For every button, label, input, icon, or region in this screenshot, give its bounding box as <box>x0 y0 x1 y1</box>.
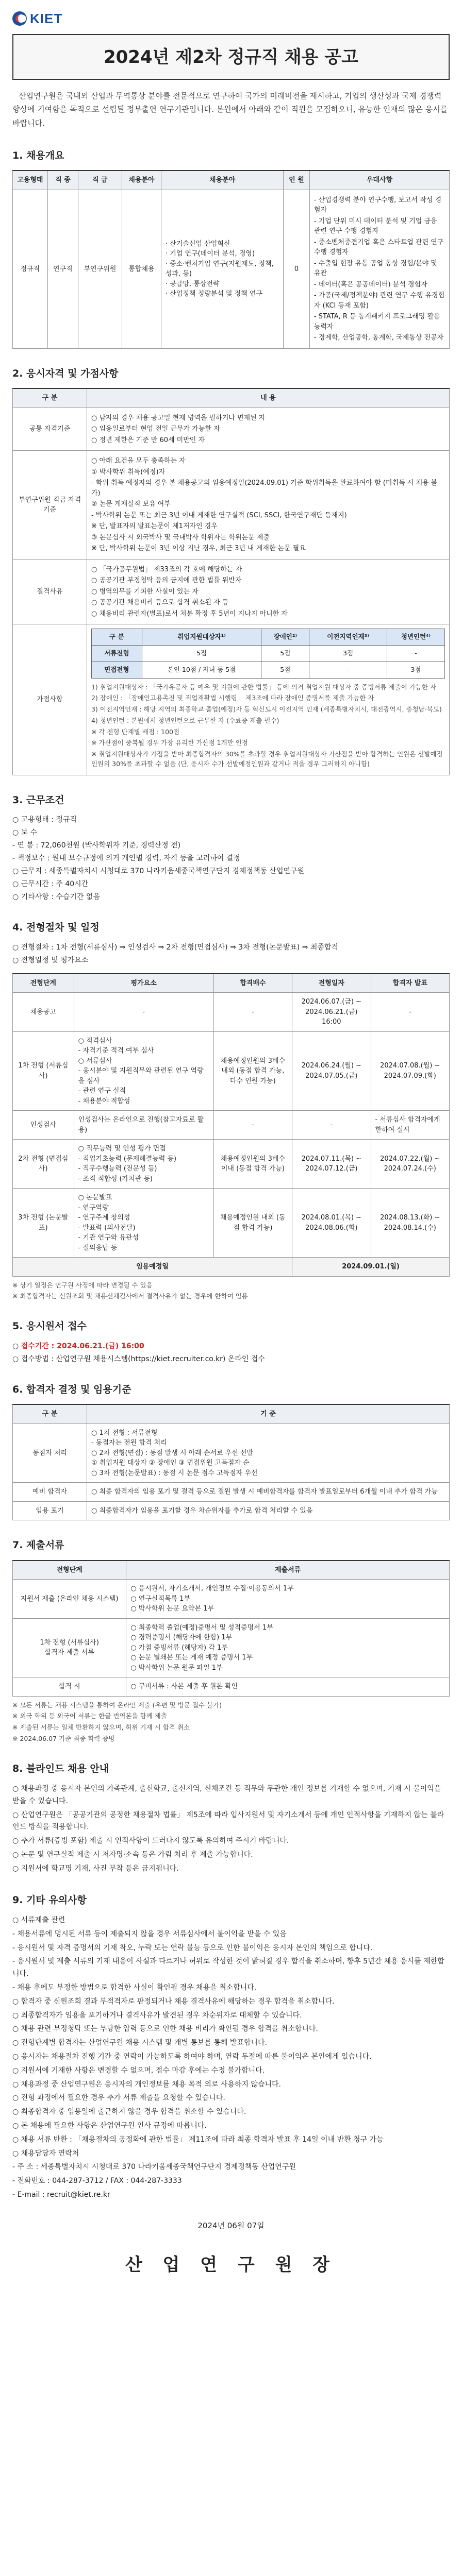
table-row <box>13 624 450 775</box>
table-cell: ○ 직무능력 및 인성 평가 면접 - 직업기초능력 (문제해결능력 등) - 직무수행능력 (전문성 등) - 조직 적합성 (가치관 등) <box>74 1140 213 1189</box>
table-cell: - <box>309 662 387 678</box>
section-3-heading: 3. 근무조건 <box>12 794 64 806</box>
note-text: 3) 이전지역인재 : 해당 지역의 최종학교 졸업(예정)자 등 혁신도시 이전지역 인재 (세종특별자치시, 대전광역시, 충청남·북도) <box>91 705 442 713</box>
table-cell: 정규직 <box>13 190 48 348</box>
list-item: ※ 단, 박사학위 논문이 3년 이상 지난 경우, 최근 3년 내 게재한 논문 필요 <box>91 545 306 553</box>
list-item: - 중소벤처중견기업 혹은 스타트업 관련 연구수행 경험자 <box>314 238 444 257</box>
list-item: ○ 공공기관 채용비리 등으로 합격 취소된 자 등 <box>91 599 229 607</box>
list-item: ○ 남자의 경우 채용 공고일 현재 병역을 필하거나 면제된 자 <box>91 414 266 422</box>
table-header: 기 준 <box>87 1404 449 1423</box>
table-cell: 3점 <box>387 662 444 678</box>
table-cell <box>87 408 449 451</box>
table-cell: ○ 최종합격자가 임용을 포기할 경우 차순위자를 추가로 합격 처리할 수 있음 <box>87 1501 449 1520</box>
note-line: ※ 2024.06.07 기준 최종 학력 증빙 <box>12 1734 115 1742</box>
documents-table <box>12 1560 450 1697</box>
table-cell: 1차 전형 (서류심사) <box>13 1031 74 1111</box>
schedule-notes <box>12 1281 450 1302</box>
table-row <box>13 408 450 451</box>
list-item: ○ 보 수 <box>12 828 38 837</box>
decision-table <box>12 1404 450 1520</box>
table-cell: 채용공고 <box>13 993 74 1032</box>
blind-recruitment-info <box>12 1783 450 1875</box>
table-cell: 2024.06.07.(금) ~ 2024.06.21.(금) 16:00 <box>292 993 371 1032</box>
table-cell: 임용예정일 <box>13 1258 292 1277</box>
list-item: ○ 기타사항 : 수습기간 없음 <box>12 893 100 901</box>
table-cell: 3차 전형 (논문발표) <box>13 1189 74 1258</box>
table-cell: 본인 10점 / 자녀 등 5점 <box>142 662 261 678</box>
row-label: 1차 전형 (서류심사) 합격자 제출 서류 <box>13 1618 126 1677</box>
list-item: - 응시원서 및 제출 서류의 기재 내용이 사실과 다르거나 허위로 작성한 것이 밝혀질 경우 합격을 취소하며, 향후 5년간 채용 응시를 제한합니다. <box>12 1957 444 1978</box>
note-line: ※ 가산점이 중복될 경우 가장 유리한 가산점 1개만 인정 <box>91 739 248 747</box>
list-item: ○ 채용비리 관련자(별표)로서 처분 확정 후 5년이 지나지 아니한 자 <box>91 609 288 618</box>
list-item: ○ 서류제출 관련 <box>12 1916 65 1925</box>
table-row <box>13 993 450 1032</box>
table-cell <box>87 559 449 624</box>
note-line <box>91 705 445 715</box>
list-item: ○ 본 채용에 필요한 사항은 산업연구원 인사 규정에 따릅니다. <box>12 2122 207 2130</box>
table-cell: 2024.09.01.(일) <box>292 1258 450 1277</box>
table-cell: 부연구위원 <box>78 190 122 348</box>
list-item: ○ 전형일정 및 평가요소 <box>12 956 89 964</box>
table-cell: 2차 전형 (면접심사) <box>13 1140 74 1189</box>
row-label: 합격 시 <box>13 1677 126 1697</box>
list-item: ○ 전형 과정에서 필요한 경우 추가 서류 제출을 요청할 수 있습니다. <box>12 2094 225 2103</box>
list-item: ① 박사학위 취득(예정)자 <box>91 468 166 476</box>
table-cell <box>87 624 449 775</box>
note-line: ※ 외국 학위 등 외국어 서류는 한글 번역본을 함께 제출 <box>12 1712 167 1720</box>
intro-paragraph: 산업연구원은 국내외 산업과 무역통상 분야를 전문적으로 연구하여 국가의 미래비전을 제시하고, 기업의 생산성과 국제 경쟁력 향상에 기여함을 목적으로 설립된 정부출연 연구기관입니다. 본원에서 아래와 같이 직원을 모집하오니, 유능한 인재의 많은 응시를 바랍니다. <box>12 91 448 128</box>
section-5-heading: 5. 응시원서 접수 <box>12 1320 87 1332</box>
table-cell: ○ 최종 합격자의 임용 포기 및 결격 등으로 결원 발생 시 예비합격자를 합격자 발표일로부터 6개월 이내 추가 합격 가능 <box>87 1483 449 1502</box>
documents-notes <box>12 1701 450 1744</box>
note-line: ※ 상기 일정은 연구원 사정에 따라 변경될 수 있음 <box>12 1281 153 1289</box>
table-row <box>13 1111 450 1140</box>
table-row <box>13 1140 450 1189</box>
application-period-label: 접수기간 : <box>21 1342 57 1350</box>
table-cell: 2024.07.22.(월) ~ 2024.07.24.(수) <box>371 1140 449 1189</box>
table-cell: 5점 <box>261 662 309 678</box>
note-line: 4) 청년인턴 : 본원에서 청년인턴으로 근무한 자 (수료증 제출 필수) <box>91 716 279 724</box>
section-2-heading: 2. 응시자격 및 가점사항 <box>12 367 119 379</box>
table-header: 전형단계 <box>13 1561 126 1580</box>
table-row <box>13 1483 450 1502</box>
list-item: ○ 채용 관련 부정청탁 또는 부당한 압력 등으로 인한 채용 비리가 확인될 경우 합격을 취소합니다. <box>12 2025 318 2033</box>
table-row <box>13 451 450 560</box>
list-item: - STATA, R 등 통계패키지 프로그래밍 활용 능력자 <box>314 313 440 331</box>
table-row <box>91 646 444 662</box>
table-cell: 서류전형 <box>91 646 142 662</box>
process-flow <box>12 942 450 966</box>
list-item: ○ 접수기간 : 2024.06.21.(금) 16:00 <box>12 1342 144 1350</box>
table-cell: 2024.06.24.(월) ~ 2024.07.05.(금) <box>292 1031 371 1111</box>
qualification-table <box>12 388 450 775</box>
table-header: 인 원 <box>284 171 310 190</box>
application-info <box>12 1341 450 1365</box>
list-item: - 가공(국제/정책분야) 관련 연구 수행 유경험자 (KCI 등재 포함) <box>314 292 445 310</box>
table-cell: 2024.07.08.(월) ~ 2024.07.09.(화) <box>371 1031 449 1111</box>
table-row <box>13 1031 450 1111</box>
list-item: ③ 논문심사 시 외국박사 및 국내박사 학위자는 학위논문 제출 <box>91 533 270 541</box>
list-item: ○ 임용일로부터 현업 전일 근무가 가능한 자 <box>91 425 220 433</box>
list-item: ○ 근무지 : 세종특별자치시 시청대로 370 나라키움세종국책연구단지 경제정책동 산업연구원 <box>12 867 305 875</box>
table-cell: 면접전형 <box>91 662 142 678</box>
table-cell: - 서류심사 합격자에게 한하여 실시 <box>371 1111 449 1140</box>
list-item: ○ 응시자는 채용절차 진행 기간 중 연락이 가능하도록 하여야 하며, 연락 두절에 따른 불이익은 본인에게 있습니다. <box>12 2053 372 2061</box>
list-item: ○ 산업연구원은 「공공기관의 공정한 채용절차 법률」 제5조에 따라 입사지원서 및 자기소개서 등에 개인 인적사항을 기재하지 않는 블라인드 방식을 적용합니다. <box>12 1810 444 1832</box>
note-line: 1) 취업지원대상자 : 「국가유공자 등 예우 및 지원에 관한 법률」 등에 의거 취업지원 대상자 중 증빙서류 제출이 가능한 자 <box>91 683 436 691</box>
table-header: 취업지원대상자¹⁾ <box>142 629 261 646</box>
table-row <box>13 1580 450 1619</box>
table-row <box>13 1501 450 1520</box>
row-label: 예비 합격자 <box>13 1483 87 1502</box>
section-9-heading: 9. 기타 유의사항 <box>12 1894 87 1906</box>
table-header: 구 분 <box>91 629 142 646</box>
list-item: ○ 추가 서류(증빙 포함) 제출 시 인적사항이 드러나지 않도록 유의하여 주시기 바랍니다. <box>12 1837 289 1845</box>
section-7-heading: 7. 제출서류 <box>12 1539 64 1551</box>
table-cell <box>87 451 449 560</box>
table-header: 채용분야 <box>161 171 283 190</box>
bonus-notes <box>91 683 445 769</box>
row-label: 가점사항 <box>13 624 87 775</box>
table-cell: 인성검사는 온라인으로 진행(참고자료로 활용) <box>74 1111 213 1140</box>
list-item: ○ 최종합격자 중 임용일에 출근하지 않을 경우 합격을 취소할 수 있습니다. <box>12 2108 246 2116</box>
page-title: 2024년 제2차 정규직 채용 공고 <box>12 34 450 80</box>
table-cell: · 산기술신업 산업혁신 · 기업 연구(데이터 분석, 경영) · 중소·벤처기업 연구(지원제도, 정책, 성과, 등) · 공급망, 통상전략 · 산업정책 정량분석 및 정책 연구 <box>161 190 283 348</box>
list-item: - 채용 후에도 부정한 방법으로 합격한 사실이 확인될 경우 채용을 취소합니다. <box>12 1984 257 1992</box>
table-header: 이전지역인재³⁾ <box>309 629 387 646</box>
table-header: 합격배수 <box>213 974 292 993</box>
table-cell: - <box>213 993 292 1032</box>
section-4-heading: 4. 전형절차 및 일정 <box>12 922 100 933</box>
list-item: - 산업경쟁력 분야 연구수행, 보고서 작성 경험자 <box>314 196 442 214</box>
table-row <box>13 1189 450 1258</box>
list-item: ○ 채용과정 중 응시자 본인의 가족관계, 출신학교, 출신지역, 신체조건 등 직무와 무관한 개인 정보를 기재할 수 없으며, 기재 시 불이익을 받을 수 있습니다. <box>12 1785 441 1805</box>
table-header: 전형일자 <box>292 974 371 993</box>
section-8-heading: 8. 블라인드 채용 안내 <box>12 1762 109 1774</box>
table-row <box>91 662 444 678</box>
note-line: ※ 각 전형 단계별 배점 : 100점 <box>91 727 180 736</box>
preference-cell <box>309 190 449 348</box>
note-line: ※ 최종합격자는 신원조회 및 채용신체검사에서 결격사유가 없는 경우에 한하여 임용 <box>12 1292 248 1300</box>
table-header: 청년인턴⁴⁾ <box>387 629 444 646</box>
table-header: 고용형태 <box>13 171 48 190</box>
table-cell: 채용예정인원의 3배수 내외 (동점 합격 가능, 다수 인원 가능) <box>213 1031 292 1111</box>
row-label: 부연구위원 직급 자격기준 <box>13 451 87 560</box>
table-header: 제출서류 <box>126 1561 450 1580</box>
list-item: ○ 전형단계별 합격자는 산업연구원 채용 시스템 및 개별 통보를 통해 발표합니다. <box>12 2039 267 2047</box>
row-label: 지원서 제출 (온라인 채용 시스템) <box>13 1580 126 1619</box>
list-item: - 데이터(혹은 공공데이터) 분석 경험자 <box>314 280 427 289</box>
table-cell: ○ 논문발표 - 연구역량 - 연구주제 창의성 - 발표력 (의사전달) - 기관 연구와 유관성 - 질의응답 등 <box>74 1189 213 1258</box>
note-line: ※ 취업지원대상자가 가점을 받아 최종합격자의 30%를 초과할 경우 취업지원대상자 가산점을 받아 합격하는 인원은 선발예정인원의 30%를 초과할 수 없음 (단, 응시자 수가 선발예정인원과 같거나 적을 경우 그러하지 아니함) <box>91 750 443 768</box>
work-conditions <box>12 815 450 903</box>
table-row <box>13 559 450 624</box>
list-item: - 전화번호 : 044-287-3712 / FAX : 044-287-3333 <box>12 2177 182 2185</box>
note-line: ※ 모든 서류는 채용 시스템을 통하여 온라인 제출 (우편 및 방문 접수 불가) <box>12 1701 222 1709</box>
table-cell: 5점 <box>142 646 261 662</box>
list-item: ○ 아래 요건을 모두 충족하는 자 <box>91 457 186 465</box>
table-cell: ○ 적격심사 - 자격기준 적격 여부 심사 ○ 서류심사 - 응시분야 및 지원직무와 관련된 연구 역량을 심사 - 관련 연구 실적 - 채용분야 적합성 <box>74 1031 213 1111</box>
list-item: ※ 단, 발표자의 발표논문이 제1저자인 경우 <box>91 522 218 531</box>
table-row <box>13 1423 450 1483</box>
table-cell: - <box>74 993 213 1032</box>
row-label: 임용 포기 <box>13 1501 87 1520</box>
list-item: ○ 채용 서류 반환 : 「채용절차의 공정화에 관한 법률」 제11조에 따라 최종 합격자 발표 후 14일 이내 반환 청구 가능 <box>12 2135 384 2144</box>
list-item: - 응시원서 및 자격 증명서의 기재 착오, 누락 또는 연락 불능 등으로 인한 불이익은 응시자 본인의 책임으로 합니다. <box>12 1943 373 1952</box>
list-item: ○ 합격자 중 신원조회 결과 부적격자로 판정되거나 채용 결격사유에 해당하는 경우 합격을 취소합니다. <box>12 1997 335 2006</box>
list-item: - 경제학, 산업공학, 통계학, 국제통상 전공자 <box>314 334 444 342</box>
table-header: 장애인²⁾ <box>261 629 309 646</box>
table-cell: 2024.07.11.(목) ~ 2024.07.12.(금) <box>292 1140 371 1189</box>
list-item: ○ 전형절차 : 1차 전형(서류심사) ⇒ 인성검사 ⇒ 2차 전형(면접심사) ⇒ 3차 전형(논문발표) ⇒ 최종합격 <box>12 943 338 952</box>
list-item: - 연 봉 : 72,060천원 (박사학위자 기준, 경력산정 전) <box>12 841 181 850</box>
table-header: 전형단계 <box>13 974 74 993</box>
overview-table <box>12 170 450 349</box>
bonus-table <box>91 629 445 678</box>
table-cell: ○ 1차 전형 : 서류전형 - 동점자는 전원 합격 처리 ○ 2차 전형(면접) : 동점 발생 시 아래 순서로 우선 선발 ① 취업지원 대상자 ② 장애인 ③ 면접위원 고득점자 순 ○ 3차 전형(논문발표) : 동점 시 논문 점수 고득점자 우선 <box>87 1423 449 1483</box>
table-row <box>13 1677 450 1697</box>
table-cell: ○ 응시원서, 자기소개서, 개인정보 수집·이용동의서 1부 ○ 연구실적목록 1부 ○ 박사학위 논문 요약본 1부 <box>126 1580 450 1619</box>
list-item: ○ 지원서에 학교명 기재, 사진 부착 등은 금지됩니다. <box>12 1864 179 1873</box>
section-6-heading: 6. 합격자 결정 및 임용기준 <box>12 1383 131 1395</box>
table-cell: 0 <box>284 190 310 348</box>
table-header: 평가요소 <box>74 974 213 993</box>
table-header: 직 종 <box>47 171 78 190</box>
row-label: 동점자 처리 <box>13 1423 87 1483</box>
table-cell: ○ 구비서류 : 사본 제출 후 원본 확인 <box>126 1677 450 1697</box>
other-notices <box>12 1914 450 2201</box>
table-cell: 5점 <box>261 646 309 662</box>
list-item: ○ 고용형태 : 정규직 <box>12 816 77 824</box>
list-item[interactable]: - E-mail : recruit@kiet.re.kr <box>12 2191 110 2199</box>
table-cell: 연구직 <box>47 190 78 348</box>
list-item[interactable]: ○ 접수방법 : 산업연구원 채용시스템(https://kiet.recruiter.co.kr) 온라인 접수 <box>12 1354 265 1363</box>
list-item: ○ 채용담당자 연락처 <box>12 2149 79 2158</box>
table-header: 채용분야 <box>122 171 161 190</box>
table-cell: 채용예정인원 내외 (동점 합격 가능) <box>213 1189 292 1258</box>
list-item: ○ 채용과정 중 산업연구원은 응시자의 개인정보를 채용 목적 외로 사용하지 않습니다. <box>12 2080 281 2089</box>
list-item: - 박사학위 논문 또는 최근 3년 이내 게재한 연구실적 (SCI, SSCI, 한국연구재단 등재지) <box>91 511 347 519</box>
note-line: 2) 장애인 : 「장애인고용촉진 및 직업재활법 시행령」 제3조에 따라 장애인 증명서를 제출 가능한 자 <box>91 694 374 702</box>
list-item: - 기업 단위 미시 데이터 분석 및 기업 금융 관련 연구 수행 경험자 <box>314 217 437 235</box>
list-item: - 학위 취득 예정자의 경우 본 채용공고의 임용예정일(2024.09.01) 기준 학위취득을 완료하여야 함 (미취득 시 채용 불가) <box>91 479 438 497</box>
application-period: 2024.06.21.(금) 16:00 <box>57 1342 144 1350</box>
table-cell: - <box>292 1111 371 1140</box>
table-cell: - <box>371 993 449 1032</box>
table-cell: - <box>387 646 444 662</box>
section-1-heading: 1. 채용개요 <box>12 149 64 161</box>
list-item: ○ 지원서에 기재한 사항은 변경할 수 없으며, 접수 마감 후에는 수정 불가합니다. <box>12 2066 265 2075</box>
table-header: 구 분 <box>13 388 87 408</box>
kiet-logo-icon <box>12 11 27 26</box>
list-item: ○ 「국가공무원법」 제33조의 각 호에 해당하는 자 <box>91 565 242 573</box>
list-item: - 채용서류에 명시된 서류 등이 제출되지 않을 경우 서류심사에서 불이익을 받을 수 있음 <box>12 1929 287 1938</box>
list-item: ② 논문 게재실적 보유 여부 <box>91 500 171 509</box>
table-row <box>13 1258 450 1277</box>
table-cell: 인성검사 <box>13 1111 74 1140</box>
table-header: 내 용 <box>87 388 449 408</box>
logo-text: KIET <box>30 10 63 26</box>
table-cell: - <box>213 1111 292 1140</box>
list-item: ○ 논문 및 연구실적 제출 시 저자명·소속 등은 가림 처리 후 제출 가능합니다. <box>12 1850 253 1859</box>
table-row <box>13 1618 450 1677</box>
schedule-table <box>12 973 450 1277</box>
table-header: 합격자 발표 <box>371 974 449 993</box>
list-item: - 주 소 : 세종특별자치시 시청대로 370 나라키움세종국책연구단지 경제정책동 산업연구원 <box>12 2163 296 2172</box>
list-item: ○ 병역의무를 기피한 사실이 있는 자 <box>91 587 199 596</box>
table-cell: ○ 최종학력 졸업(예정)증명서 및 성적증명서 1부 ○ 경력증명서 (해당자에 한함) 1부 ○ 가점 증빙서류 (해당자) 각 1부 ○ 논문 별쇄본 또는 게재 예정 증명서 1부 ○ 박사학위 논문 원문 파일 1부 <box>126 1618 450 1677</box>
table-cell: 채용예정인원의 3배수 이내 (동점 합격 가능) <box>213 1140 292 1189</box>
row-label: 결격사유 <box>13 559 87 624</box>
list-item: - 수출입 현장 유통 공업 통상 경험/분야 및 유관 <box>314 259 437 278</box>
list-item: ○ 최종합격자가 임용을 포기하거나 결격사유가 발견된 경우 차순위자로 대체할 수 있습니다. <box>12 2011 302 2020</box>
announcement-date: 2024년 06월 07일 <box>197 2221 265 2230</box>
list-item: ○ 공공기관 부정청탁 등의 금지에 관한 법률 위반자 <box>91 577 242 585</box>
list-item: ○ 근무시간 : 주 40시간 <box>12 880 89 888</box>
table-header: 우대사항 <box>309 171 449 190</box>
table-cell: 3점 <box>309 646 387 662</box>
note-line: ※ 제출된 서류는 일체 반환하지 않으며, 허위 기재 시 합격 취소 <box>12 1723 190 1731</box>
list-item: ○ 정년 제한은 기준 만 60세 미만인 자 <box>91 436 205 444</box>
issuer-signature: 산 업 연 구 원 장 <box>125 2255 337 2276</box>
row-label: 공통 자격기준 <box>13 408 87 451</box>
table-cell: 2024.08.01.(목) ~ 2024.08.06.(화) <box>292 1189 371 1258</box>
table-header: 구 분 <box>13 1404 87 1423</box>
table-header: 직 급 <box>78 171 122 190</box>
list-item: - 책정보수 : 원내 보수규정에 의거 개인별 경력, 자격 등을 고려하여 결정 <box>12 854 240 862</box>
table-row <box>13 190 450 348</box>
table-cell: 통합채용 <box>122 190 161 348</box>
kiet-logo <box>12 8 450 29</box>
table-cell: 2024.08.13.(화) ~ 2024.08.14.(수) <box>371 1189 449 1258</box>
